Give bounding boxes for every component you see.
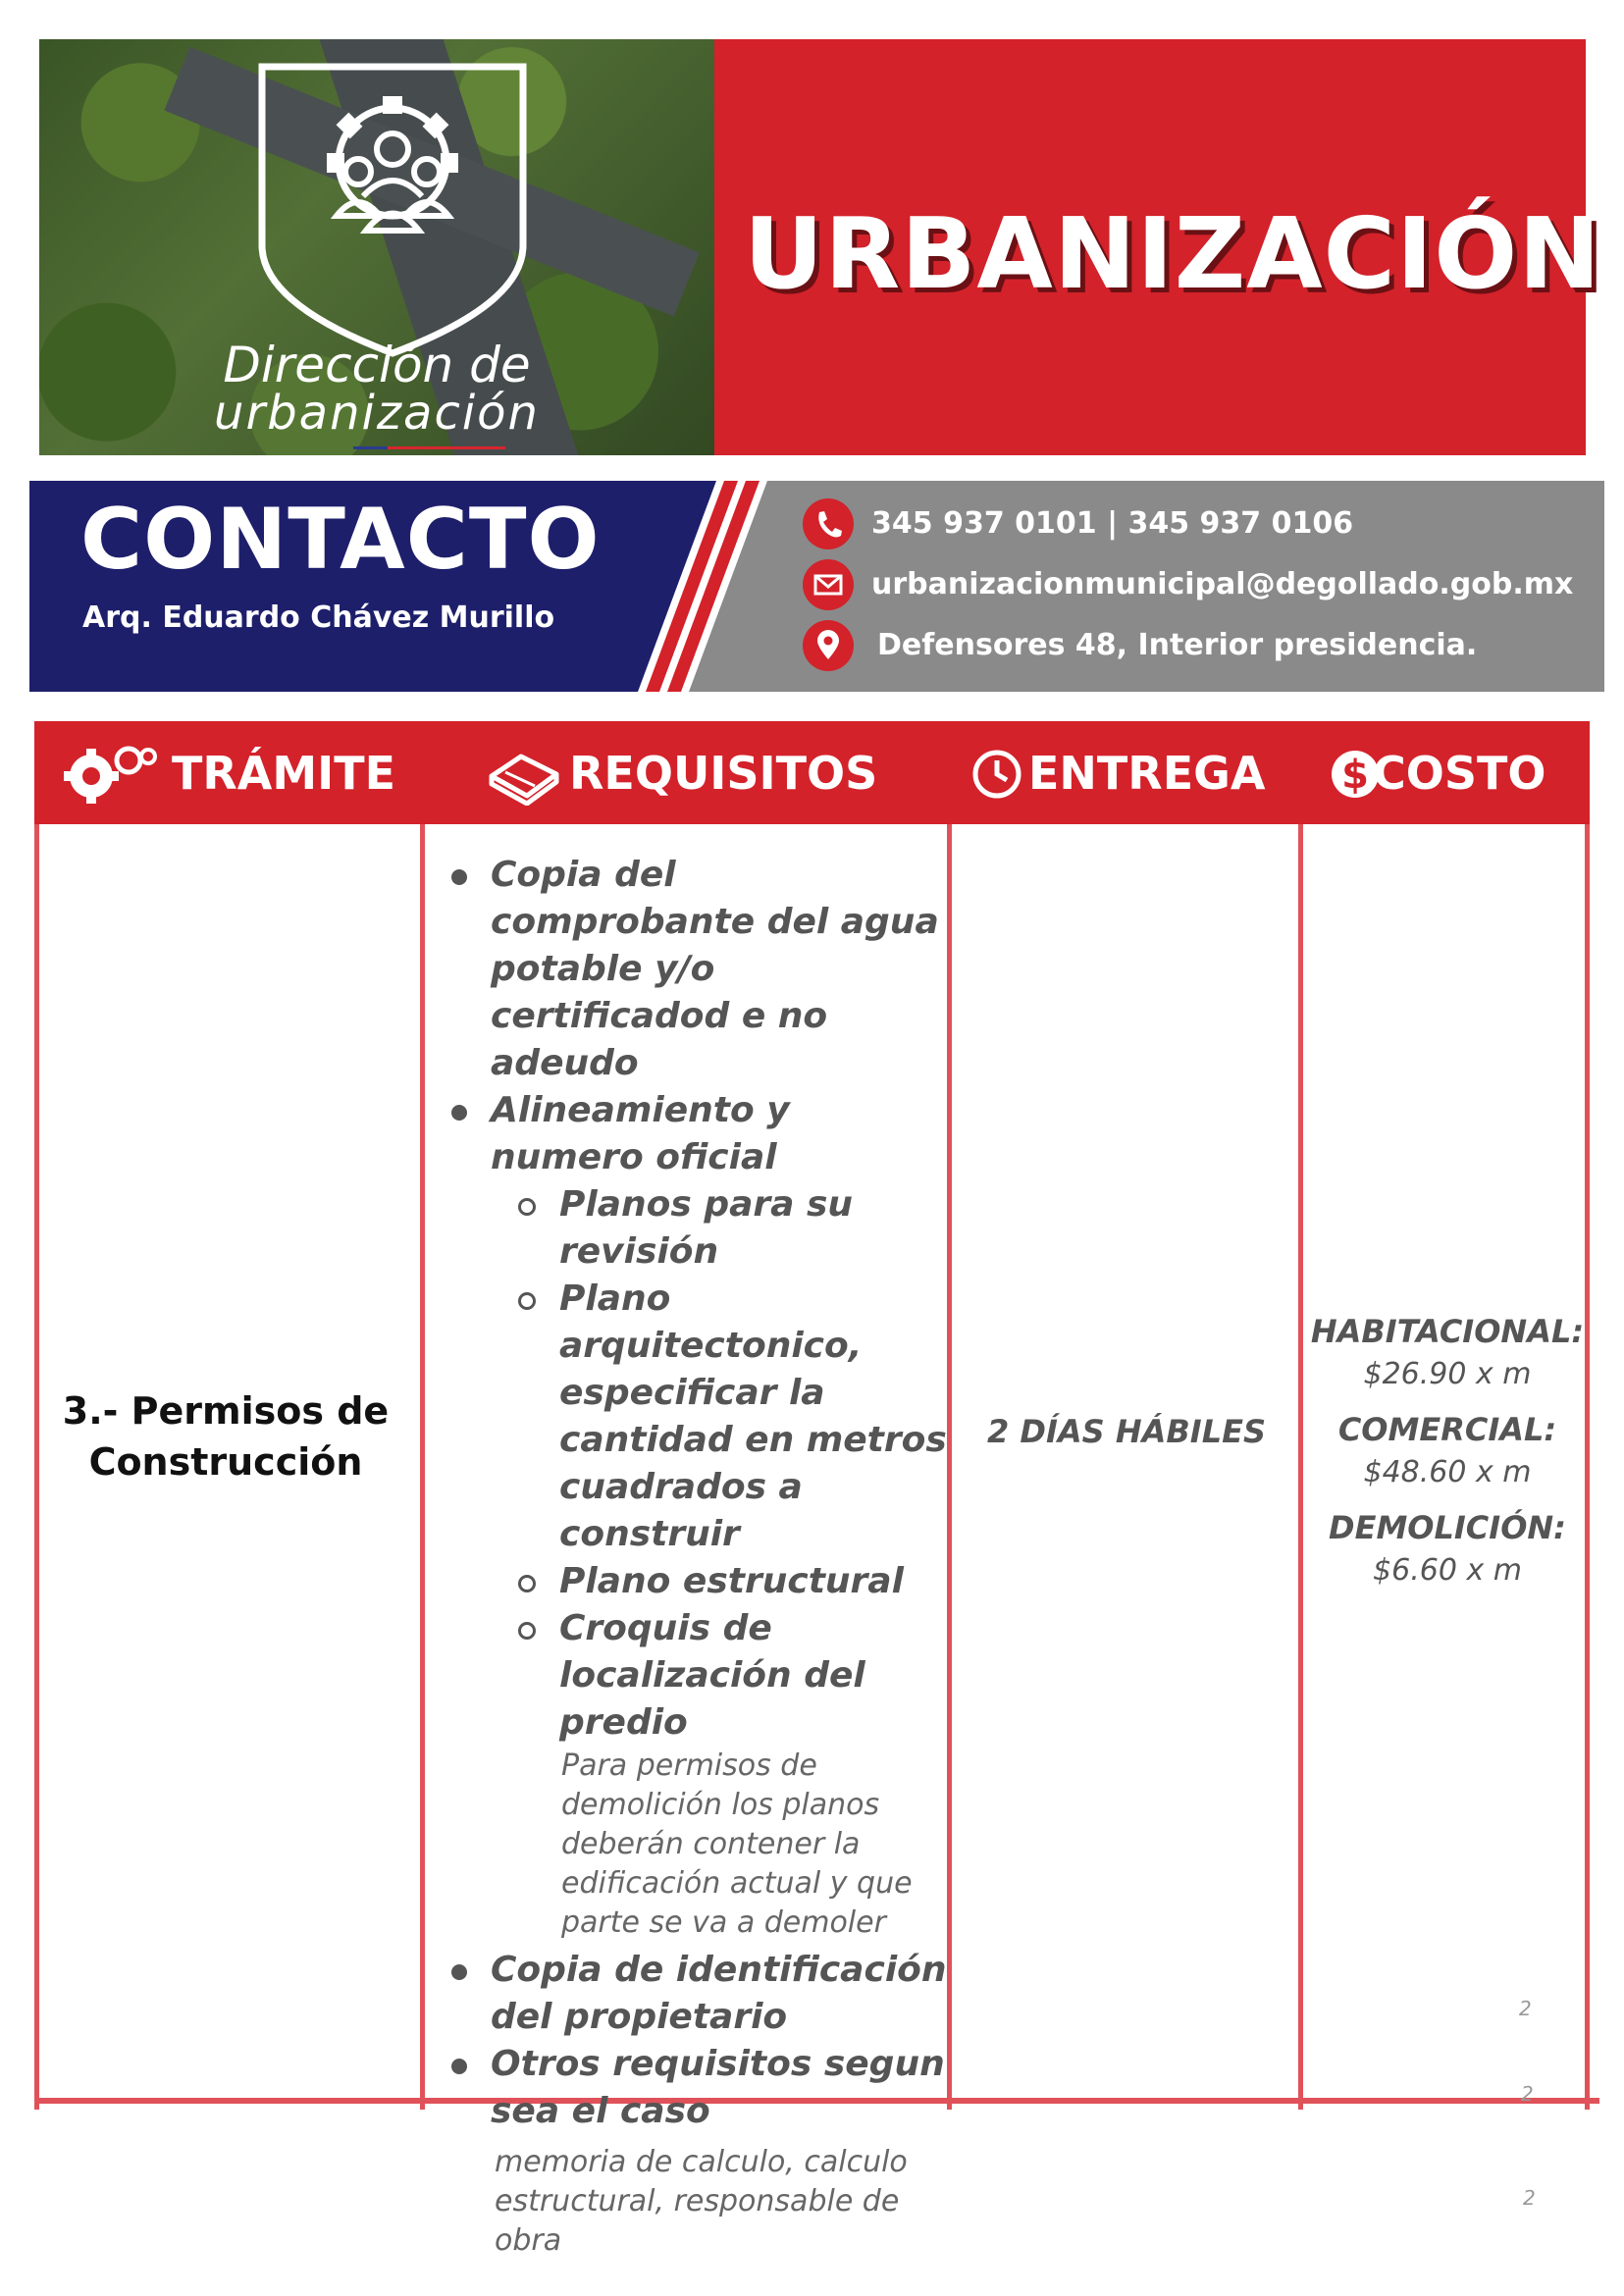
requisito-subitem: Croquis de localización del predio bbox=[440, 1605, 950, 1747]
header-entrega bbox=[971, 743, 1266, 802]
contact-heading: CONTACTO bbox=[80, 491, 601, 589]
requisito-item: Copia del comprobante del agua potable y/o certificadod e no adeudo bbox=[440, 852, 950, 1087]
table-border-col3 bbox=[1298, 824, 1303, 2110]
logo-underline-red bbox=[388, 446, 505, 449]
tramite-line2: Construcción bbox=[88, 1440, 363, 1484]
requisito-item: Alineamiento y numero oficial bbox=[440, 1087, 950, 1181]
book-icon bbox=[486, 743, 564, 806]
cost-value-comercial: $48.60 x m bbox=[1363, 1455, 1532, 1489]
table-border-left bbox=[34, 824, 39, 2110]
hero-photo bbox=[39, 39, 714, 455]
stray-mark: 2 bbox=[1521, 2082, 1534, 2106]
requisito-note: memoria de calculo, calculo estructural, responsable de obra bbox=[495, 2145, 908, 2258]
logo-text-line2: urbanización bbox=[214, 386, 540, 441]
requisitos-list bbox=[440, 852, 950, 2261]
contact-email[interactable]: urbanizacionmunicipal@degollado.gob.mx bbox=[871, 567, 1574, 601]
page-title: URBANIZACIÓN bbox=[744, 196, 1601, 311]
title-banner bbox=[714, 39, 1601, 455]
requisito-item: Otros requisitos segun sea el caso bbox=[440, 2041, 950, 2135]
header-entrega-label: ENTREGA bbox=[1028, 747, 1266, 800]
requisito-subitem: Planos para su revisión bbox=[440, 1181, 950, 1276]
header-tramite-label: TRÁMITE bbox=[172, 747, 396, 800]
requisito-item: Copia de identificación del propietario bbox=[440, 1947, 950, 2041]
cost-label-demolicion: DEMOLICIÓN: bbox=[1329, 1509, 1566, 1546]
cost-value-habitacional: $26.90 x m bbox=[1363, 1357, 1532, 1391]
gears-icon bbox=[64, 743, 162, 806]
stray-mark: 2 bbox=[1523, 2186, 1536, 2210]
cost-value-demolicion: $6.60 x m bbox=[1373, 1553, 1522, 1588]
contact-phone[interactable]: 345 937 0101 | 345 937 0106 bbox=[871, 506, 1354, 541]
clock-icon bbox=[971, 743, 1026, 806]
requisito-subitem: Plano estructural bbox=[440, 1558, 950, 1605]
logo-text-line1: Dirección de bbox=[223, 337, 531, 393]
cost-label-comercial: COMERCIAL: bbox=[1337, 1411, 1557, 1448]
tramite-line1: 3.- Permisos de bbox=[62, 1389, 390, 1433]
mail-icon bbox=[803, 559, 854, 610]
logo-underline-blue bbox=[353, 446, 388, 449]
contact-address: Defensores 48, Interior presidencia. bbox=[877, 628, 1478, 662]
stray-mark: 2 bbox=[1519, 1997, 1532, 2020]
tramite-cell bbox=[59, 1385, 393, 1487]
header-costo bbox=[1330, 743, 1585, 802]
costo-cell bbox=[1305, 1310, 1590, 1604]
table-border-col1 bbox=[420, 824, 425, 2110]
requisito-note: Para permisos de demolición los planos deberán contener la edificación actual y que parte se va a demoler bbox=[561, 1748, 913, 1940]
location-pin-icon bbox=[803, 620, 854, 671]
header-tramite bbox=[64, 743, 407, 802]
header-requisitos-label: REQUISITOS bbox=[569, 747, 878, 800]
header-requisitos bbox=[486, 743, 878, 802]
table-header bbox=[34, 721, 1590, 824]
phone-icon bbox=[803, 498, 854, 549]
header-costo-label: COSTO bbox=[1373, 747, 1546, 800]
cost-label-habitacional: HABITACIONAL: bbox=[1310, 1313, 1585, 1350]
requisito-subitem: Plano arquitectonico, especificar la cantidad en metros cuadrados a construir bbox=[440, 1276, 950, 1558]
entrega-cell: 2 DÍAS HÁBILES bbox=[987, 1413, 1266, 1450]
svg-text:$: $ bbox=[1341, 753, 1369, 798]
contact-name: Arq. Eduardo Chávez Murillo bbox=[82, 600, 555, 635]
shield-logo-icon bbox=[250, 59, 535, 363]
